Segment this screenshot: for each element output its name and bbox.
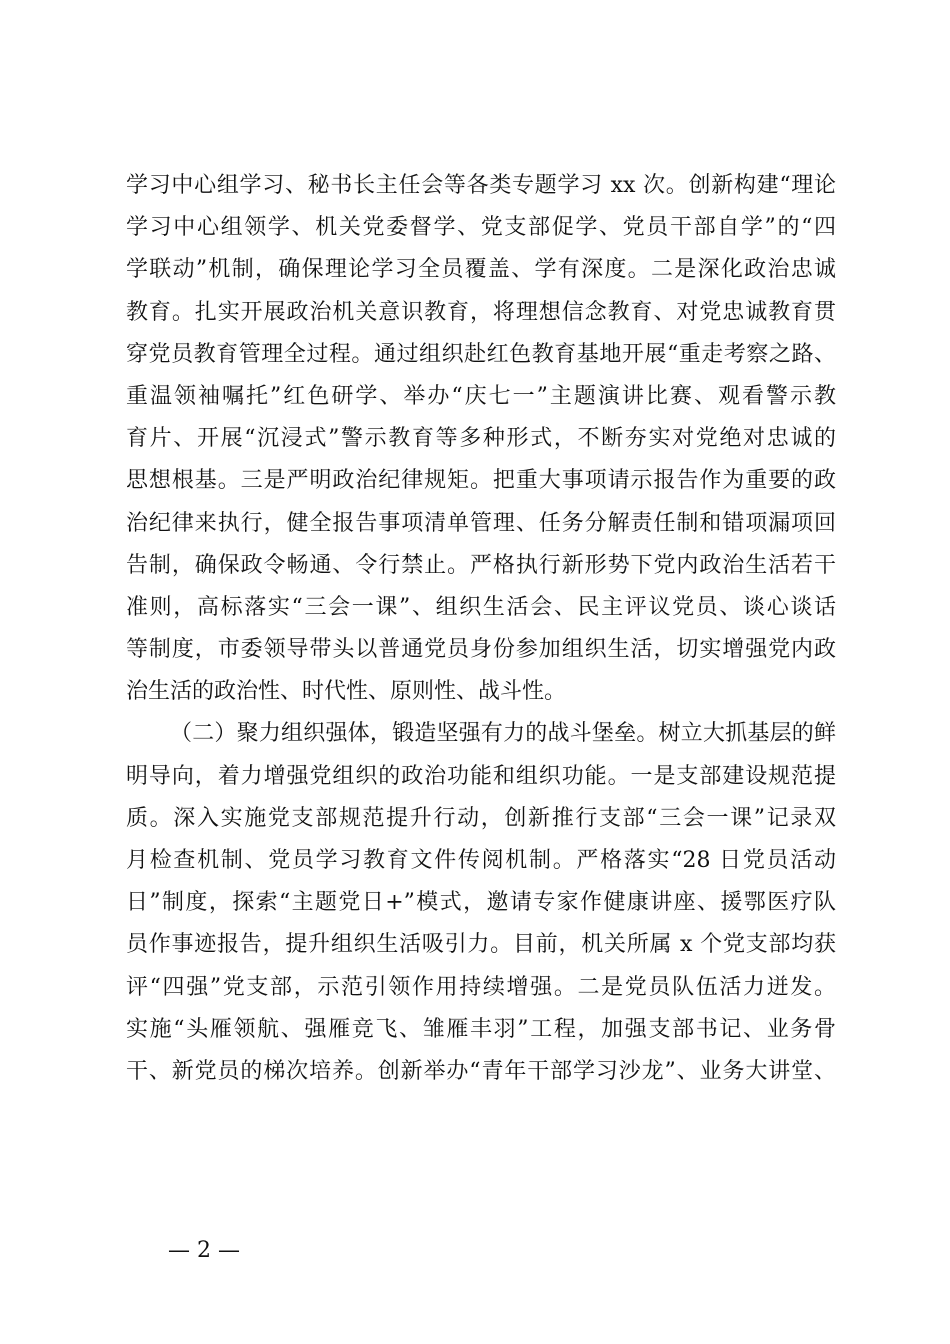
text-line: 质。深入实施党支部规范提升行动，创新推行支部“三会一课”记录双	[126, 805, 836, 831]
text-line: 思想根基。三是严明政治纪律规矩。把重大事项请示报告作为重要的政	[126, 468, 836, 494]
text-line: 准则，高标落实“三会一课”、组织生活会、民主评议党员、谈心谈话	[126, 594, 836, 620]
text-line: 学习中心组领学、机关党委督学、党支部促学、党员干部自学”的“四	[126, 215, 836, 241]
text-line: 育片、开展“沉浸式”警示教育等多种形式，不断夯实对党绝对忠诚的	[126, 426, 836, 452]
text-line: 月检查机制、党员学习教育文件传阅机制。严格落实“28 日党员活动	[126, 848, 836, 873]
text-line: 评“四强”党支部，示范引领作用持续增强。二是党员队伍活力迸发。	[126, 974, 836, 1000]
text-line: 实施“头雁领航、强雁竞飞、雏雁丰羽”工程，加强支部书记、业务骨	[126, 1016, 836, 1042]
text-line: 治纪律来执行，健全报告事项清单管理、任务分解责任制和错项漏项回	[126, 510, 836, 536]
text-line: 学联动”机制，确保理论学习全员覆盖、学有深度。二是深化政治忠诚	[126, 257, 836, 283]
section-heading-line: （二）聚力组织强体，锻造坚强有力的战斗堡垒。树立大抓基层的鲜	[170, 721, 836, 747]
text-line: 重温领袖嘱托”红色研学、举办“庆七一”主题演讲比赛、观看警示教	[126, 383, 836, 409]
text-line: 等制度，市委领导带头以普通党员身份参加组织生活，切实增强党内政	[126, 637, 836, 663]
text-line: 干、新党员的梯次培养。创新举办“青年干部学习沙龙”、业务大讲堂、	[126, 1058, 836, 1084]
text-line: 日”制度，探索“主题党日+”模式，邀请专家作健康讲座、援鄂医疗队	[126, 890, 836, 916]
text-line: 告制，确保政令畅通、令行禁止。严格执行新形势下党内政治生活若干	[126, 552, 836, 578]
body-text	[126, 165, 836, 1093]
text-line: 治生活的政治性、时代性、原则性、战斗性。	[126, 679, 567, 705]
text-line: 穿党员教育管理全过程。通过组织赴红色教育基地开展“重走考察之路、	[126, 341, 836, 367]
text-line: 学习中心组学习、秘书长主任会等各类专题学习 xx 次。创新构建“理论	[126, 173, 836, 198]
text-line: 教育。扎实开展政治机关意识教育，将理想信念教育、对党忠诚教育贯	[126, 299, 836, 325]
text-line: 员作事迹报告，提升组织生活吸引力。目前，机关所属 x 个党支部均获	[126, 932, 836, 958]
page-number: — 2 —	[168, 1238, 240, 1263]
text-line: 明导向，着力增强党组织的政治功能和组织功能。一是支部建设规范提	[126, 763, 836, 789]
